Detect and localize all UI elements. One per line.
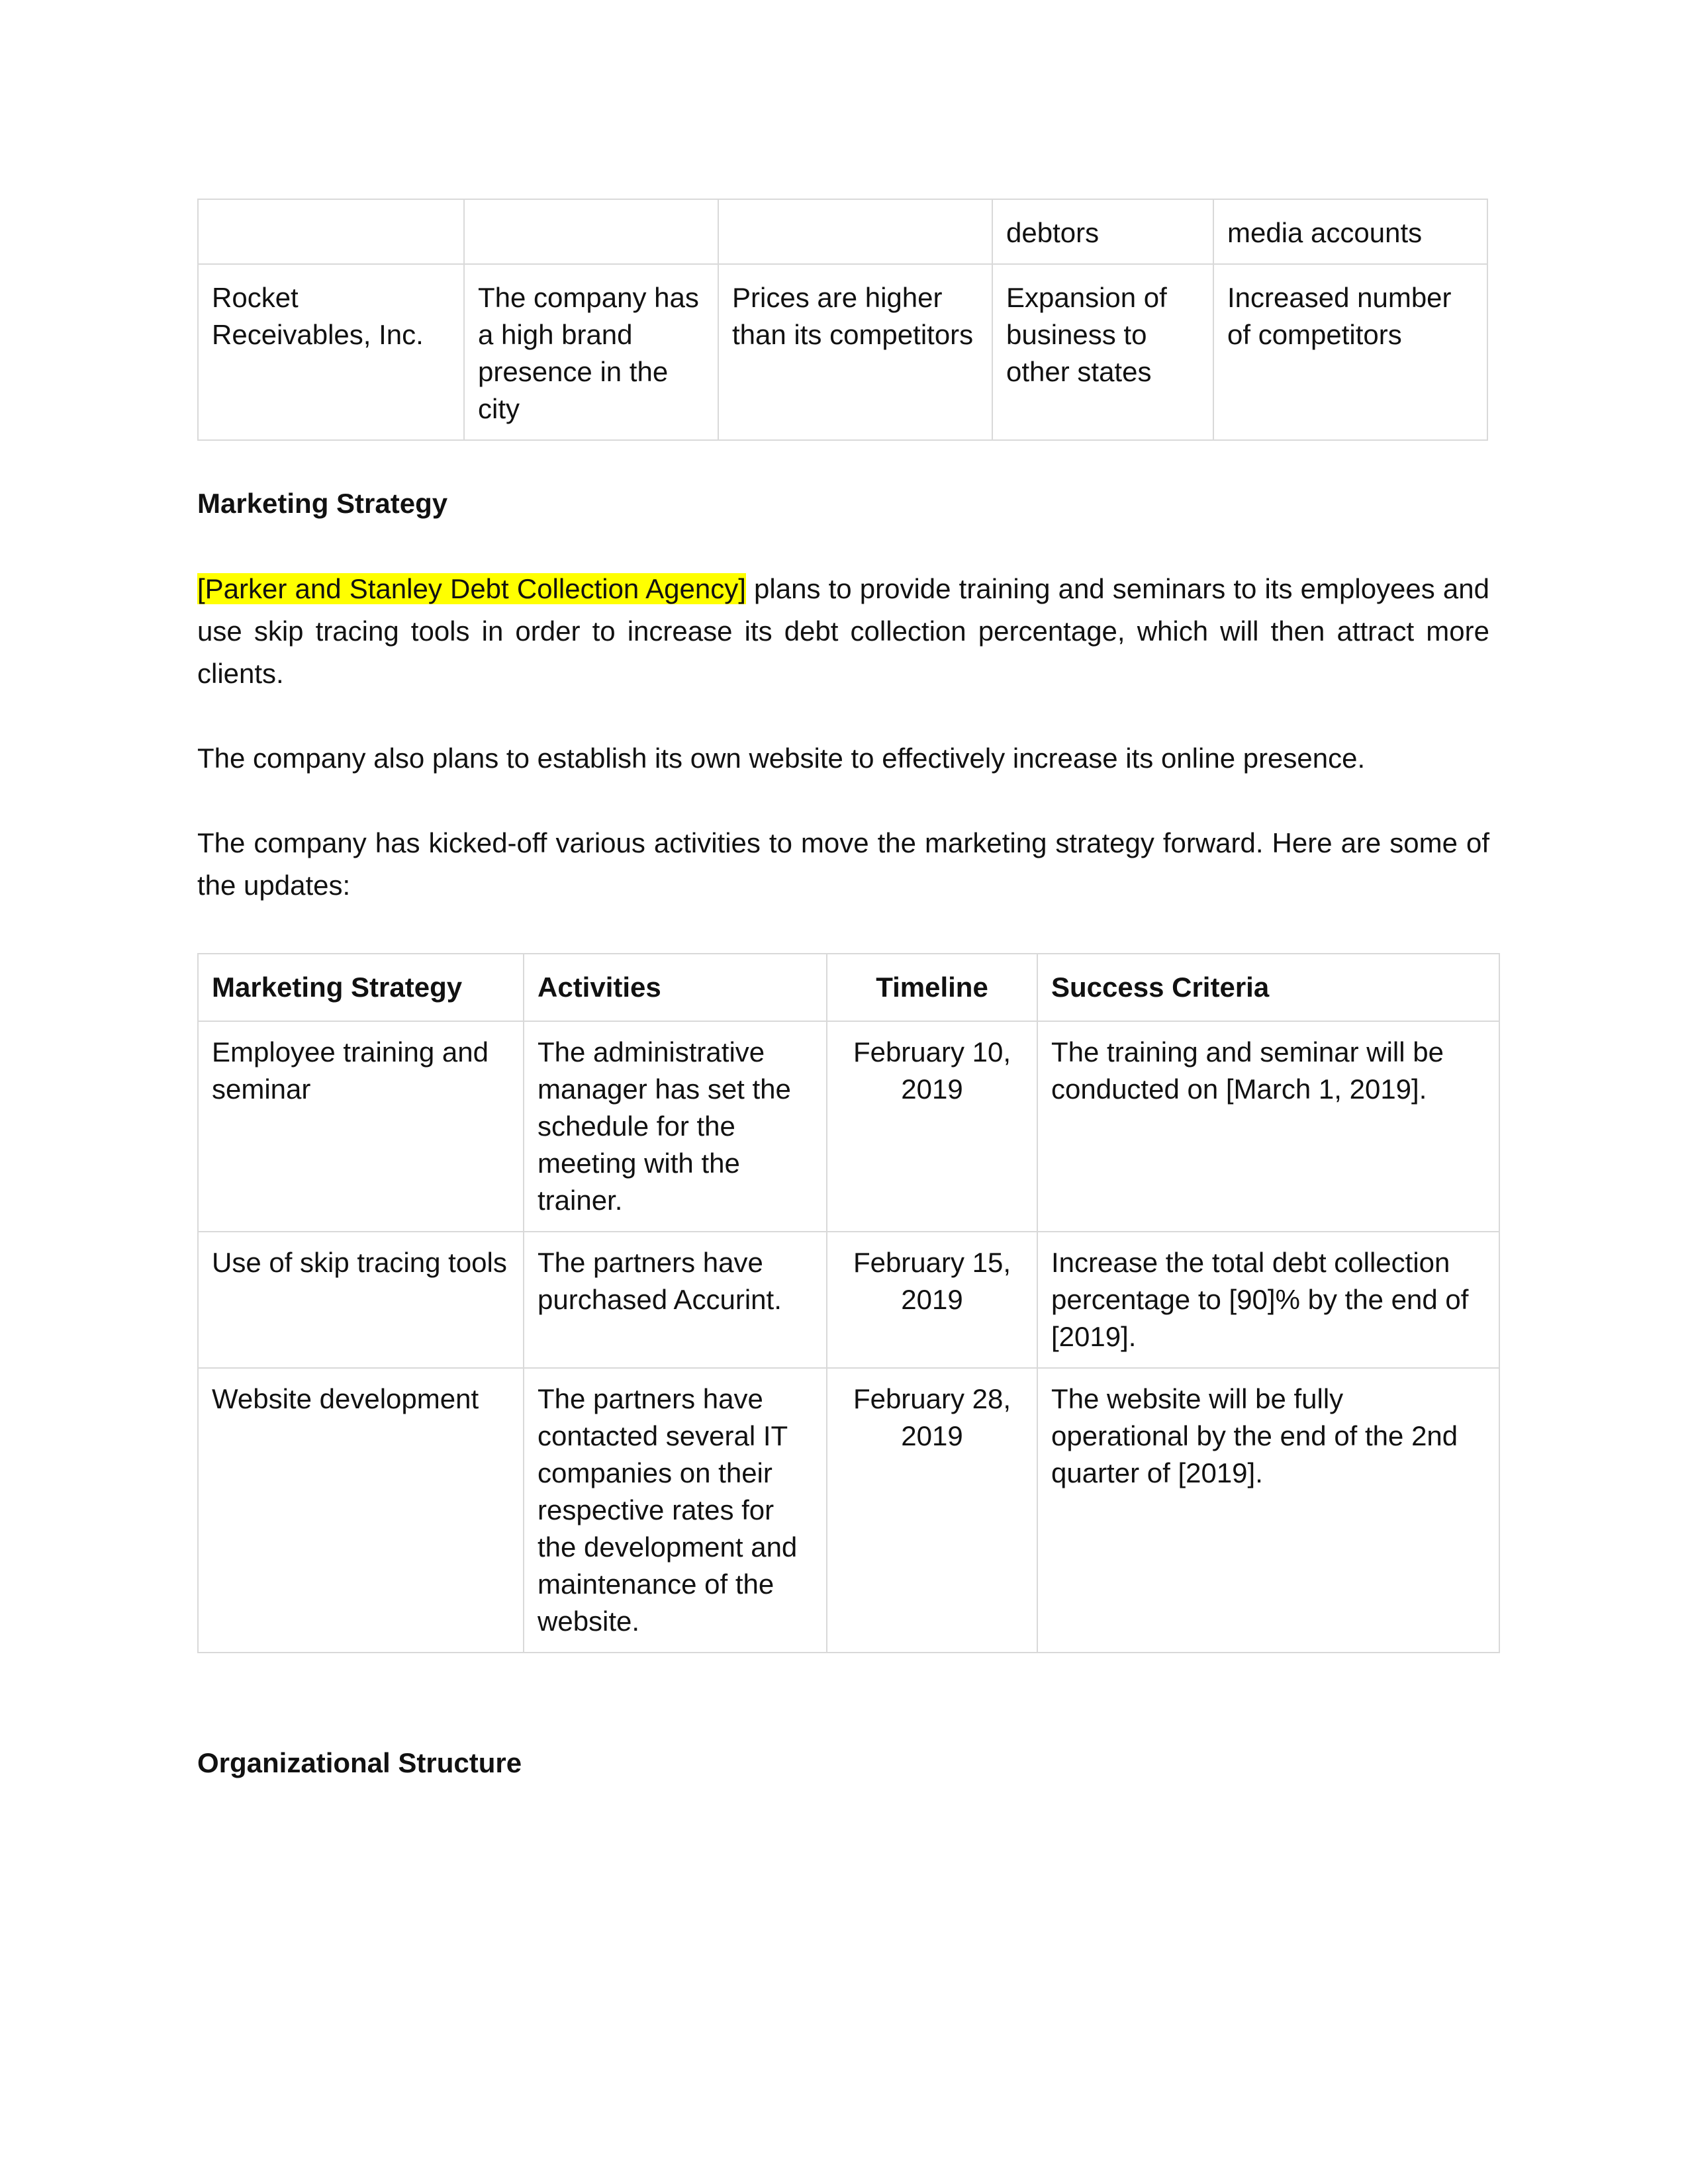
table-cell [718, 199, 992, 264]
table-cell: The partners have purchased Accurint. [524, 1232, 827, 1368]
table-row [198, 199, 1487, 264]
table-cell: debtors [992, 199, 1213, 264]
table-cell: Website development [198, 1368, 524, 1653]
highlighted-company-name: [Parker and Stanley Debt Collection Agency] [197, 573, 746, 604]
table-cell [198, 199, 464, 264]
strategy-updates-table [197, 953, 1500, 1653]
table-cell: Increase the total debt collection percentage to [90]% by the end of [2019]. [1037, 1232, 1499, 1368]
marketing-strategy-heading: Marketing Strategy [197, 488, 448, 519]
paragraph-text: plans to provide training and seminars to its employees and use skip tracing tools in order to increase its debt collection percentage, which will then attract more clients. [197, 573, 1490, 689]
table-row [198, 1232, 1499, 1368]
table-cell: Expansion of business to other states [992, 264, 1213, 440]
table-cell: The website will be fully operational by the end of the 2nd quarter of [2019]. [1037, 1368, 1499, 1653]
column-header: Activities [524, 954, 827, 1021]
table-cell: February 15, 2019 [827, 1232, 1037, 1368]
table-cell: Use of skip tracing tools [198, 1232, 524, 1368]
table-cell: The company has a high brand presence in the city [464, 264, 718, 440]
table-cell: The partners have contacted several IT companies on their respective rates for the development and maintenance of the website. [524, 1368, 827, 1653]
table-cell: Rocket Receivables, Inc. [198, 264, 464, 440]
column-header: Marketing Strategy [198, 954, 524, 1021]
column-header: Success Criteria [1037, 954, 1499, 1021]
table-row [198, 264, 1487, 440]
table-cell: Increased number of competitors [1213, 264, 1487, 440]
table-cell: February 28, 2019 [827, 1368, 1037, 1653]
table-cell: Employee training and seminar [198, 1021, 524, 1232]
updates-paragraph: The company has kicked-off various activities to move the marketing strategy forward. Here are some of the updates: [197, 827, 1489, 901]
table-row [198, 1368, 1499, 1653]
table-header-row [198, 954, 1499, 1021]
competitor-table [197, 199, 1488, 441]
table-cell: The training and seminar will be conducted on [March 1, 2019]. [1037, 1021, 1499, 1232]
organizational-structure-heading: Organizational Structure [197, 1747, 522, 1778]
table-cell: The administrative manager has set the schedule for the meeting with the trainer. [524, 1021, 827, 1232]
website-paragraph: The company also plans to establish its own website to effectively increase its online presence. [197, 743, 1366, 774]
table-cell: media accounts [1213, 199, 1487, 264]
table-cell: Prices are higher than its competitors [718, 264, 992, 440]
strategy-paragraph [197, 568, 1489, 695]
table-cell [464, 199, 718, 264]
table-cell: February 10, 2019 [827, 1021, 1037, 1232]
column-header: Timeline [827, 954, 1037, 1021]
table-row [198, 1021, 1499, 1232]
